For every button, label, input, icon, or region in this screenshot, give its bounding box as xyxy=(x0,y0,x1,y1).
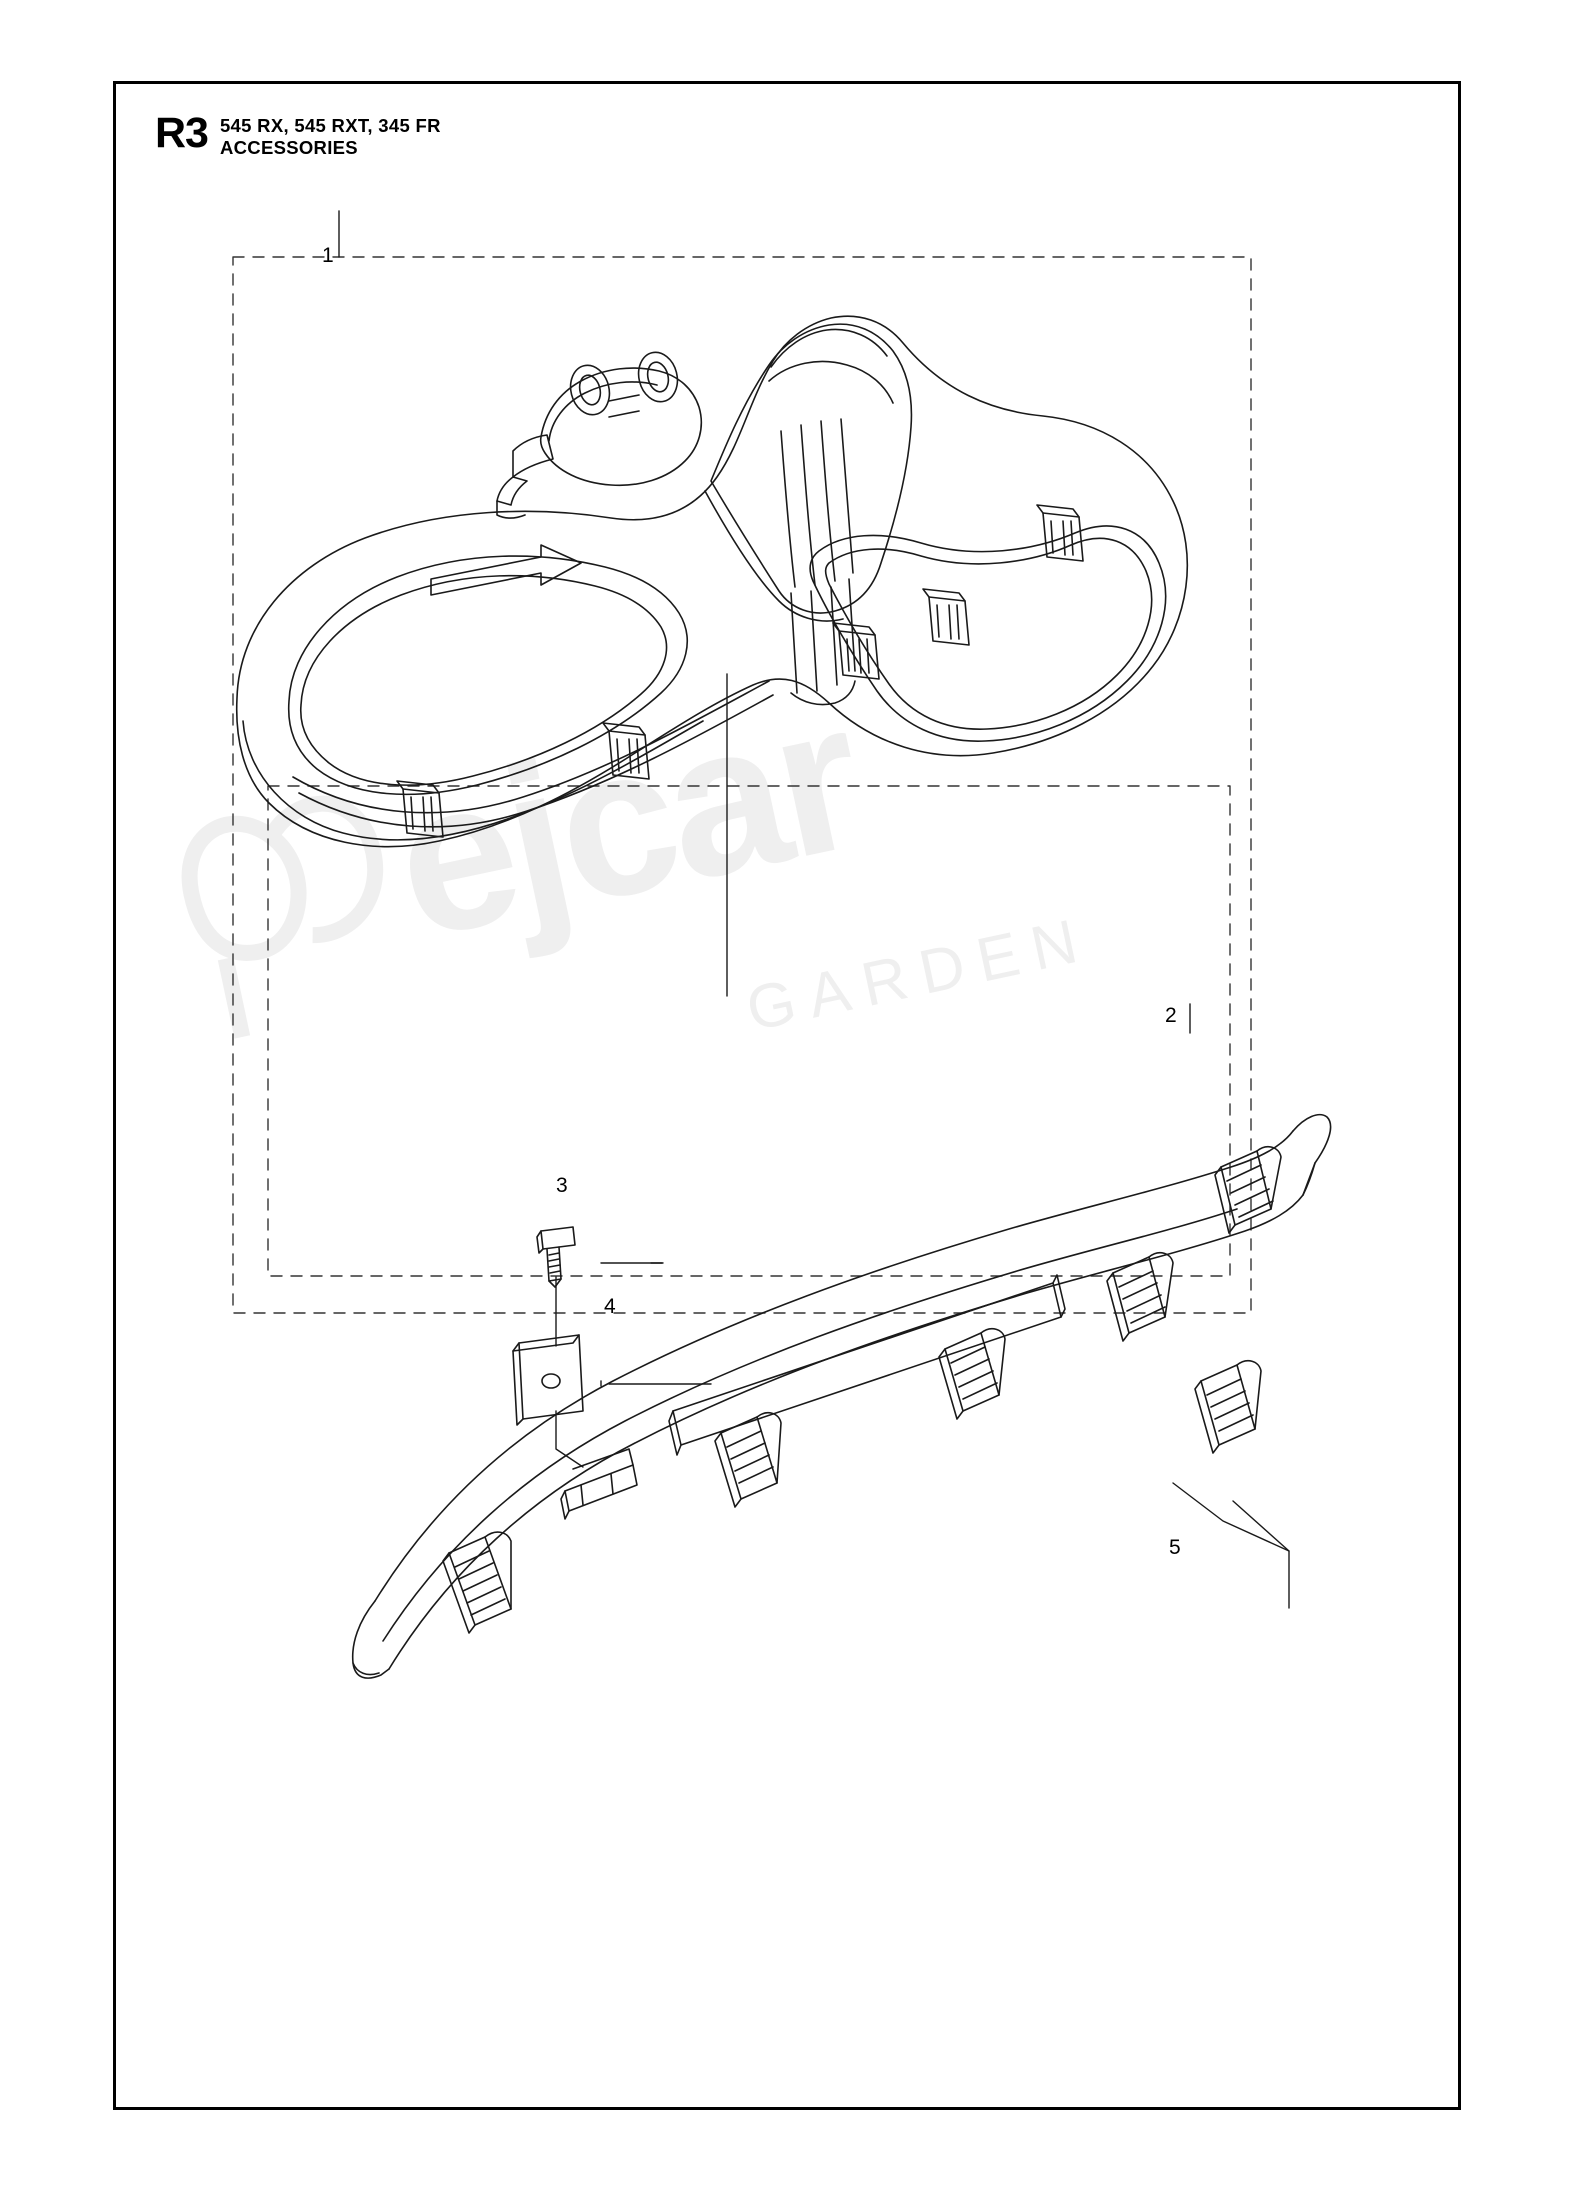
callout-1-guard: 1 xyxy=(322,244,334,267)
svg-text:ejcar: ejcar xyxy=(376,657,876,983)
page-frame xyxy=(113,81,1461,2110)
page-header xyxy=(155,110,441,159)
section-title: ACCESSORIES xyxy=(219,137,358,158)
section-code: R3 xyxy=(155,109,208,157)
callout-2-deflector: 2 xyxy=(1165,1004,1177,1027)
model-list: 545 RX, 545 RXT, 345 FR xyxy=(219,115,441,136)
callout-3-screw: 3 xyxy=(556,1174,568,1197)
callout-4-plate: 4 xyxy=(604,1295,616,1318)
svg-text:GARDEN: GARDEN xyxy=(740,904,1097,1045)
header-text-block xyxy=(220,110,441,159)
callout-5-clamp: 5 xyxy=(1169,1536,1181,1559)
